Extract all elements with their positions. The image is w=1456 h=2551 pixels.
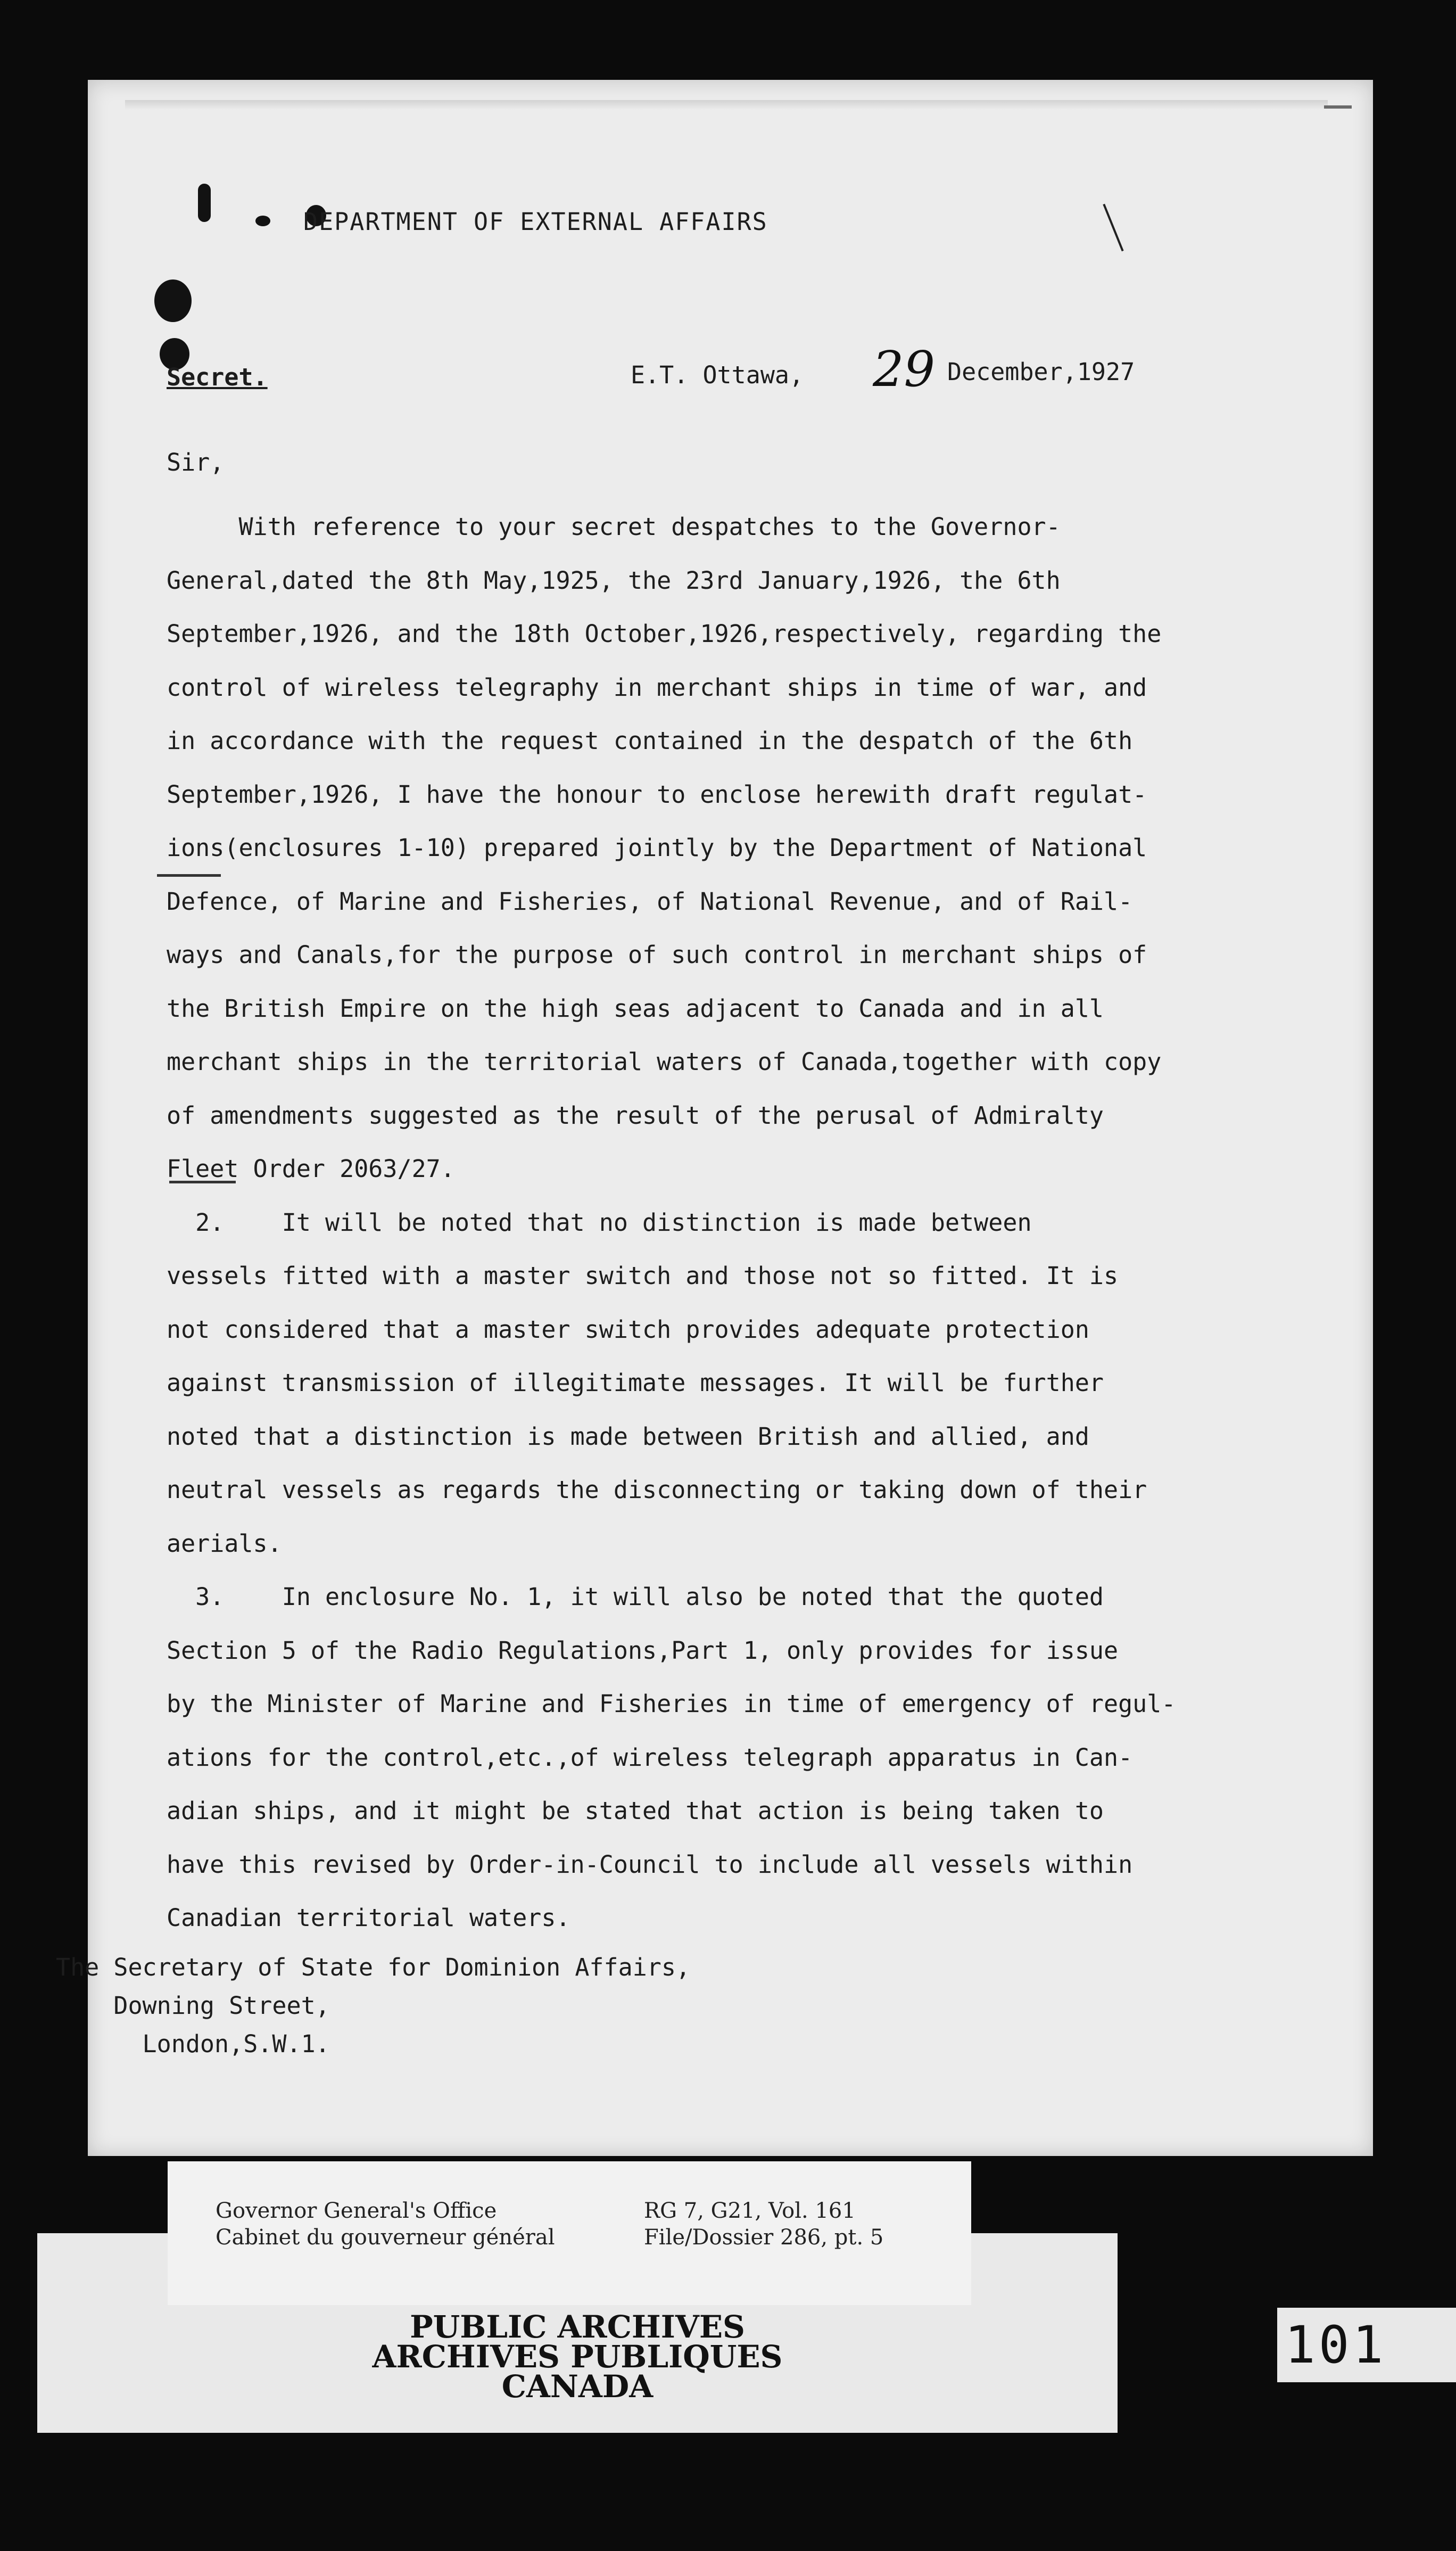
body-line: Fleet Order 2063/27.: [167, 1155, 455, 1183]
office-names: [216, 2198, 555, 2251]
body-line: September,1926, and the 18th October,1926,respectively, regarding the: [167, 620, 1162, 648]
body-line: 2. It will be noted that no distinction is made between: [167, 1208, 1032, 1237]
salutation: Sir,: [167, 448, 225, 476]
handwritten-day: 29: [873, 341, 936, 398]
office-name-fr: Cabinet du gouverneur général: [216, 2225, 555, 2250]
office-name-en: Governor General's Office: [216, 2199, 497, 2223]
classification-label: Secret.: [167, 363, 268, 391]
body-line: of amendments suggested as the result of the perusal of Admiralty: [167, 1101, 1104, 1130]
body-line: aerials.: [167, 1529, 282, 1558]
body-line: merchant ships in the territorial waters of Canada,together with copy: [167, 1048, 1162, 1076]
body-line: ations for the control,etc.,of wireless telegraph apparatus in Can-: [167, 1743, 1133, 1772]
archive-reference-label: [168, 2161, 971, 2305]
record-group-reference: RG 7, G21, Vol. 161: [644, 2199, 856, 2223]
addressee-line: Downing Street,: [56, 1992, 330, 2020]
body-line: 3. In enclosure No. 1, it will also be noted that the quoted: [167, 1583, 1104, 1611]
body-line: Section 5 of the Radio Regulations,Part 1, only provides for issue: [167, 1636, 1119, 1665]
letter-body: [167, 500, 1369, 1945]
file-references: [644, 2198, 883, 2251]
body-line: against transmission of illegitimate messages. It will be further: [167, 1369, 1104, 1397]
archive-stamp-line: ARCHIVES PUBLIQUES: [372, 2339, 783, 2375]
body-line: have this revised by Order-in-Council to include all vessels within: [167, 1850, 1133, 1879]
archive-stamp-line: PUBLIC ARCHIVES: [410, 2309, 745, 2345]
body-line: Defence, of Marine and Fisheries, of National Revenue, and of Rail-: [167, 887, 1133, 916]
body-line: by the Minister of Marine and Fisheries in time of emergency of regul-: [167, 1690, 1176, 1718]
body-line: Canadian territorial waters.: [167, 1904, 570, 1932]
body-line: General,dated the 8th May,1925, the 23rd January,1926, the 6th: [167, 566, 1061, 595]
body-line: adian ships, and it might be stated that action is being taken to: [167, 1797, 1104, 1825]
corner-mark: [1324, 105, 1352, 109]
body-line: neutral vessels as regards the disconnecting or taking down of their: [167, 1476, 1147, 1504]
addressee-line: The Secretary of State for Dominion Affairs,: [56, 1953, 691, 1981]
addressee-line: London,S.W.1.: [56, 2030, 330, 2058]
archive-stamp-line: CANADA: [501, 2368, 653, 2405]
body-line: control of wireless telegraphy in merchant ships in time of war, and: [167, 673, 1147, 702]
body-line: vessels fitted with a master switch and those not so fitted. It is: [167, 1262, 1119, 1290]
file-reference: File/Dossier 286, pt. 5: [644, 2225, 884, 2250]
reference-place: E.T. Ottawa,: [631, 361, 804, 389]
body-line: With reference to your secret despatches to the Governor-: [167, 513, 1061, 541]
body-line: ions(enclosures 1-10) prepared jointly by the Department of National: [167, 834, 1147, 862]
addressee-block: [56, 1948, 690, 2063]
page-fold: [125, 100, 1328, 110]
archive-stamp: [37, 2309, 1118, 2405]
letter-date: December,1927: [947, 358, 1135, 386]
punch-hole-top: [198, 184, 211, 222]
body-line: noted that a distinction is made between British and allied, and: [167, 1422, 1089, 1451]
body-line: September,1926, I have the honour to enclose herewith draft regulat-: [167, 780, 1147, 809]
department-heading: DEPARTMENT OF EXTERNAL AFFAIRS: [303, 208, 768, 236]
body-line: ways and Canals,for the purpose of such control in merchant ships of: [167, 941, 1147, 969]
punch-hole-middle: [154, 279, 192, 322]
body-line: the British Empire on the high seas adjacent to Canada and in all: [167, 994, 1104, 1023]
frame-number: 101: [1277, 2308, 1456, 2382]
body-line: in accordance with the request contained in the despatch of the 6th: [167, 727, 1133, 755]
body-line: not considered that a master switch provides adequate protection: [167, 1315, 1089, 1344]
punch-mark-small: [255, 216, 270, 226]
